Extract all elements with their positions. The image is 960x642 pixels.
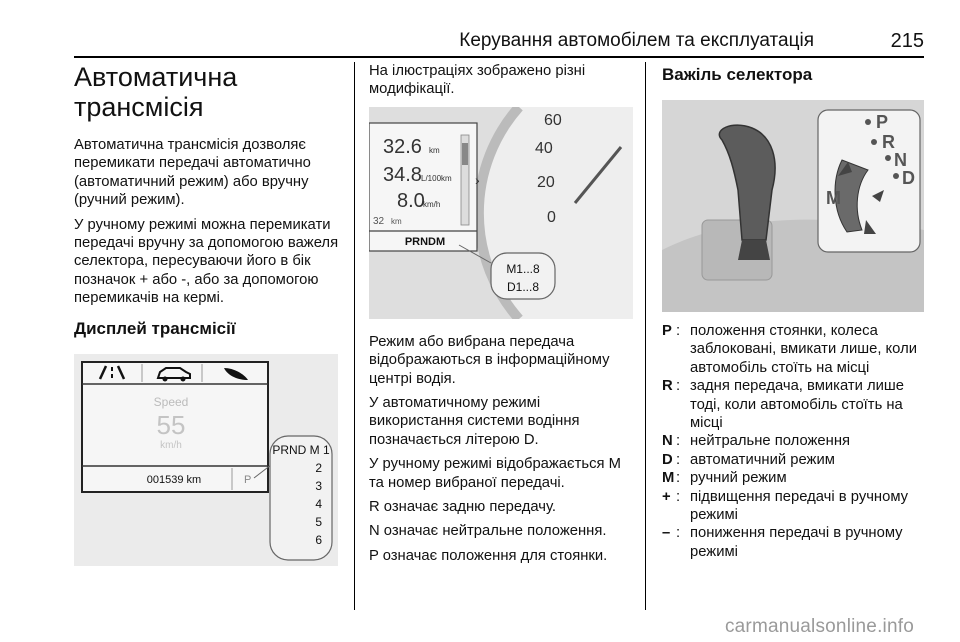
trip-unit-1: km bbox=[429, 145, 440, 155]
selector-illustration bbox=[662, 100, 924, 312]
instrument-cluster-figure bbox=[369, 107, 633, 319]
gear-6: 6 bbox=[315, 532, 322, 547]
watermark: carmanualsonline.info bbox=[724, 616, 914, 637]
trip-unit-2: L/100km bbox=[421, 173, 452, 183]
paragraph-intro: Автоматична трансмісія дозволяє перемикати передачі автоматично (автоматичний режим) або вручну (ручний режим). bbox=[74, 137, 311, 209]
trip-unit-3: km/h bbox=[423, 199, 441, 209]
page-number: 215 bbox=[890, 30, 924, 52]
prndm-label: PRNDM bbox=[404, 235, 446, 248]
callout-manual: M1...8 bbox=[506, 261, 540, 276]
legend-row-m: M : ручний режим bbox=[662, 469, 927, 487]
odometer: 001539 km bbox=[146, 473, 202, 486]
paragraph-reverse: R означає задню передачу. bbox=[369, 499, 556, 516]
display-illustration bbox=[74, 354, 338, 566]
column-right bbox=[662, 62, 927, 561]
legend-key: M bbox=[662, 470, 675, 487]
speed-value: 55 bbox=[156, 409, 186, 440]
legend-text: задня передача, вмикати лише тоді, коли автомобіль стоїть на місці bbox=[690, 378, 905, 432]
selector-lever-figure bbox=[662, 100, 924, 312]
trip-value-2: 34.8 bbox=[383, 163, 422, 186]
legend-key: P bbox=[662, 323, 672, 339]
column-left bbox=[74, 62, 344, 566]
gauge-tick-0: 0 bbox=[547, 208, 556, 226]
legend-key: R bbox=[662, 378, 673, 395]
paragraph-display-info: Режим або вибрана передача відображаються в інформаційному центрі водія. bbox=[369, 333, 610, 387]
transmission-display-figure bbox=[74, 354, 338, 566]
legend-text: ручний режим bbox=[690, 470, 787, 487]
gauge-tick-40: 40 bbox=[535, 139, 553, 157]
subheading-selector: Важіль селектора bbox=[662, 65, 813, 84]
selector-legend bbox=[662, 322, 927, 561]
gear-3: 3 bbox=[315, 478, 322, 493]
paragraph-manual-mode: У ручному режимі можна перемикати передачі вручну за допомогою важеля селектора, пересуваючи його в бік позначок + або -, або за допомогою перемикачів на кермі. bbox=[74, 216, 339, 307]
trip-value-1: 32.6 bbox=[383, 135, 422, 158]
legend-row-p: P : положення стоянки, колеса заблоковані, вмикати лише, коли автомобіль стоїть на місці bbox=[662, 322, 927, 377]
subheading-display: Дисплей трансмісії bbox=[74, 318, 236, 338]
legend-row-minus: – : пониження передачі в ручному режимі bbox=[662, 524, 927, 561]
paragraph-variants: На ілюстраціях зображено різні модифікації. bbox=[369, 63, 586, 98]
letter-n: N bbox=[894, 150, 907, 170]
legend-text: положення стоянки, колеса заблоковані, вмикати лише, коли автомобіль стоїть на місці bbox=[690, 323, 917, 376]
gauge-tick-20: 20 bbox=[537, 173, 555, 191]
gauge-tick-60: 60 bbox=[544, 111, 562, 129]
chevron-right-icon: › bbox=[475, 171, 480, 188]
letter-d: D bbox=[902, 168, 915, 188]
legend-key: D bbox=[662, 451, 673, 468]
letter-p: P bbox=[876, 112, 889, 132]
legend-text: автоматичний режим bbox=[690, 451, 835, 468]
gear-5: 5 bbox=[315, 514, 322, 529]
letter-r: R bbox=[882, 132, 895, 152]
header-rule bbox=[74, 56, 924, 58]
paragraph-park: P означає положення для стоянки. bbox=[369, 547, 608, 564]
legend-row-r: R : задня передача, вмикати лише тоді, коли автомобіль стоїть на місці bbox=[662, 377, 927, 432]
paragraph-auto-mode: У автоматичному режимі використання системи водіння позначається літерою D. bbox=[369, 395, 580, 448]
column-divider-left bbox=[354, 62, 355, 610]
callout-drive: D1...8 bbox=[506, 279, 540, 294]
legend-text: підвищення передачі в ручному режимі bbox=[690, 488, 909, 524]
paragraph-neutral: N означає нейтральне положення. bbox=[369, 523, 607, 540]
legend-row-n: N : нейтральне положення bbox=[662, 432, 927, 450]
section-heading: Автоматична трансмісія bbox=[74, 62, 238, 122]
cluster-illustration bbox=[369, 107, 633, 319]
gear-4: 4 bbox=[315, 496, 322, 511]
column-middle bbox=[369, 62, 634, 571]
column-divider-right bbox=[645, 62, 646, 610]
legend-text: нейтральне положення bbox=[690, 433, 851, 450]
trip-value-4: 32 bbox=[373, 215, 385, 227]
letter-m: M bbox=[826, 188, 841, 208]
paragraph-manual-display: У ручному режимі відображається M та номер вибраної передачі. bbox=[369, 456, 621, 491]
trip-unit-4: km bbox=[391, 216, 402, 226]
speed-label: Speed bbox=[153, 394, 189, 409]
speed-unit: km/h bbox=[160, 439, 182, 451]
current-gear: P bbox=[244, 473, 252, 486]
legend-key: + bbox=[662, 488, 671, 505]
legend-key: – bbox=[662, 525, 671, 542]
legend-row-plus: + : підвищення передачі в ручному режимі bbox=[662, 488, 927, 525]
trip-value-3: 8.0 bbox=[397, 189, 425, 212]
gear-2: 2 bbox=[315, 460, 322, 475]
legend-text: пониження передачі в ручному режимі bbox=[690, 525, 903, 560]
header-title: Керування автомобілем та експлуатація bbox=[459, 30, 814, 51]
legend-key: N bbox=[662, 433, 673, 450]
prnd-label: PRND M 1 bbox=[272, 442, 330, 457]
legend-row-d: D : автоматичний режим bbox=[662, 451, 927, 469]
